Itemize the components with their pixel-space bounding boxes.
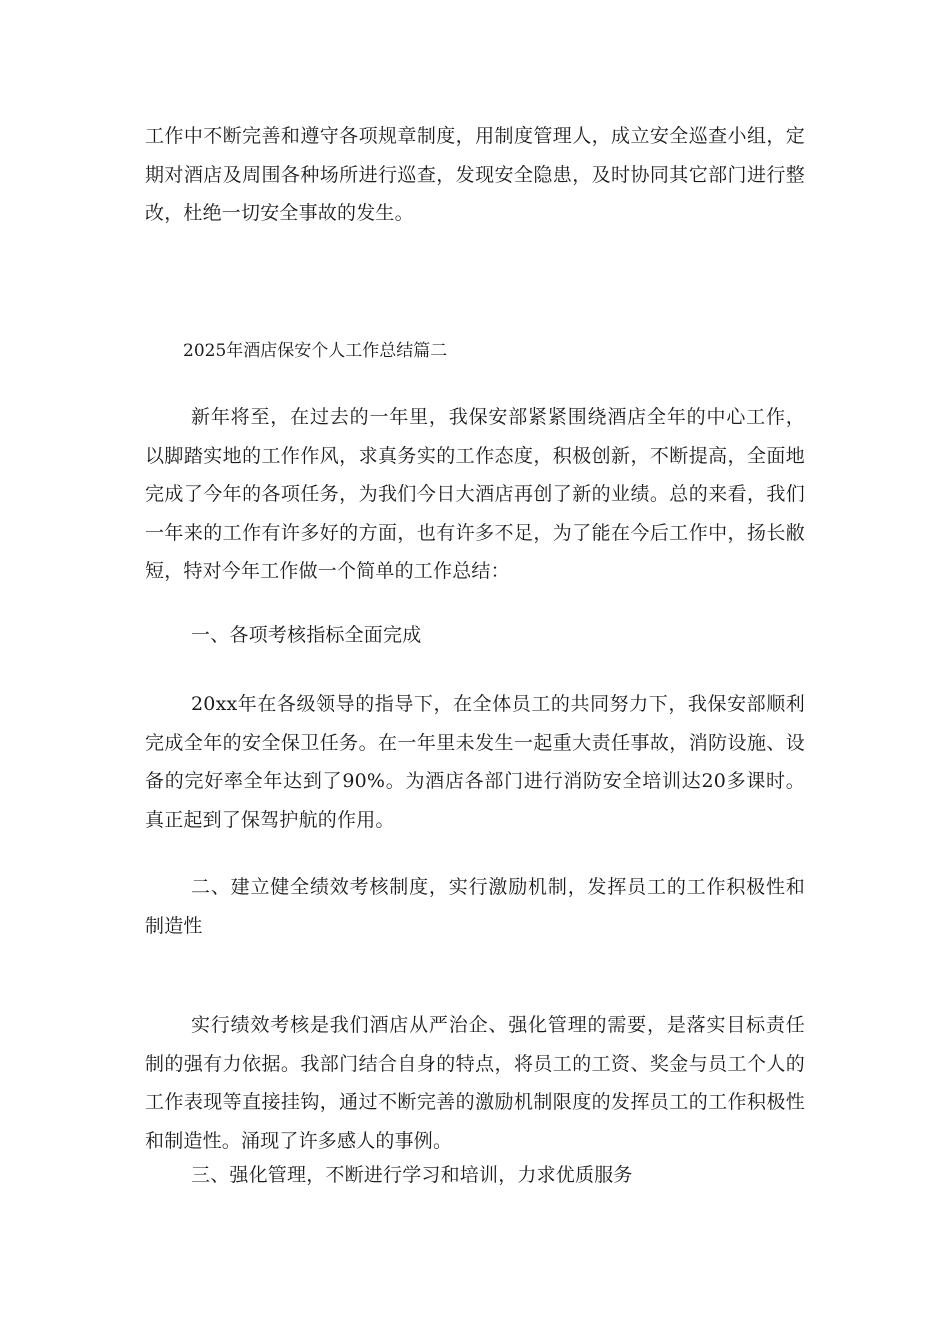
paragraph-assessment: 20xx年在各级领导的指导下，在全体员工的共同努力下，我保安部顺利完成全年的安全保卫任务。在一年里未发生一起重大责任事故，消防设施、设备的完好率全年达到了90%。为酒店各部门进行消防安全培训达20多课时。真正起到了保驾护航的作用。 — [145, 693, 805, 831]
section-title: 2025年酒店保安个人工作总结篇二 — [183, 341, 448, 361]
intro-paragraph: 工作中不断完善和遵守各项规章制度，用制度管理人，成立安全巡查小组，定期对酒店及周围各种场所进行巡查，发现安全隐患，及时协同其它部门进行整改，杜绝一切安全事故的发生。 — [145, 125, 805, 224]
opening-paragraph: 新年将至，在过去的一年里，我保安部紧紧围绕酒店全年的中心工作，以脚踏实地的工作作风，求真务实的工作态度，积极创新，不断提高，全面地完成了今年的各项任务，为我们今日大酒店再创了新的业绩。总的来看，我们一年来的工作有许多好的方面，也有许多不足，为了能在今后工作中，扬长敝短，特对今年工作做一个简单的工作总结： — [145, 406, 805, 582]
heading-performance-system: 二、建立健全绩效考核制度，实行激励机制，发挥员工的工作积极性和制造性 — [145, 876, 805, 937]
paragraph-performance: 实行绩效考核是我们酒店从严治企、强化管理的需要，是落实目标责任制的强有力依据。我部门结合自身的特点，将员工的工资、奖金与员工个人的工作表现等直接挂钩，通过不断完善的激励机制限度的发挥员工的工作积极性和制造性。涌现了许多感人的事例。 — [145, 1014, 805, 1152]
heading-management-training: 三、强化管理，不断进行学习和培训，力求优质服务 — [191, 1164, 633, 1186]
heading-assessment-completed: 一、各项考核指标全面完成 — [191, 624, 422, 646]
